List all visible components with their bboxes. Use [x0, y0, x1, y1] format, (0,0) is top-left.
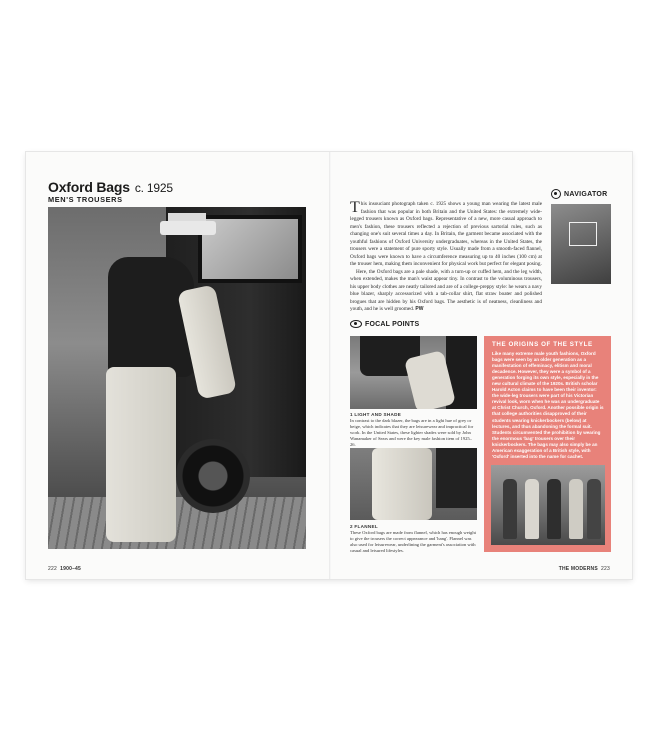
navigator-label: NAVIGATOR [564, 190, 608, 198]
navigator-icon [551, 189, 561, 199]
main-photograph [48, 207, 306, 549]
body-paragraph-2: Here, the Oxford bags are a pale shade, with a turn-up or cuffed hem, and the leg width, when extended, makes the man's waist appear tiny. In contrast to the voluminous trousers, his upper body clothes are neatly tailored and are of a college-preppy style: he wears a navy blue blazer, sharply accessorized with a tab-collar shirt, flat straw boater and polished brogues that are hidden by his Oxford bags. The aesthetic is of neatness, cleanliness and youth, and he is well groomed. [350, 268, 542, 312]
focus-box [569, 222, 597, 246]
title-date: c. 1925 [134, 181, 173, 195]
section-left: 1900–45 [60, 566, 82, 572]
body-paragraph-1: his insouciant photograph taken c. 1925 shows a young man wearing the latest male fashion that was popular in both Britain and the United States: the extremely wide-legged trousers known as Oxford bags. Representative of a new, more casual approach to men's fashion, these trousers reflected a rejection of previous sartorial rules, such as changing one's suit several times a day. In Britain, the garment became associated with the youthful fashions of Oxford University undergraduates, whereas in the United States, the trousers were a statement of pure sporty style. Usually made from a smooth-faced flannel, Oxford bags were known to have a circumference measuring up to 40 inches (100 cm) at the trouser hem, making them inconvenient for physical work but perfect for elegant posing. [350, 201, 542, 267]
focal-point-caption-1 [350, 412, 477, 449]
caption-text: In contrast to the dark blazer, the bags are in a light hue of grey or beige, which indicates that they are leisurewear and impractical for work. In the United States, these lighter shades were sold by John Wanamaker of Sears and were the key male fashion item of 1925–26. [350, 418, 474, 448]
drop-cap: T [350, 199, 360, 216]
focal-points-heading [350, 320, 419, 328]
author-initials: PW [415, 306, 424, 312]
body-text [350, 201, 542, 314]
page-subtitle: MEN'S TROUSERS [48, 195, 123, 204]
book-spread [26, 152, 632, 579]
caption-text: These Oxford bags are made from flannel, which has enough weight to give the trousers the correct appearance and 'hang'. Flannel was also used for leisurewear, underlining the garment's association with casual and leisured lifestyles. [350, 530, 476, 554]
navigator-thumbnail [551, 204, 611, 284]
caption-heading: 2 FLANNEL [350, 524, 378, 529]
focal-point-caption-2 [350, 524, 477, 554]
focal-point-photo-2 [350, 448, 477, 520]
focal-points-label: FOCAL POINTS [365, 320, 420, 328]
page-title [48, 179, 173, 195]
page-number-right: 223 [601, 566, 610, 572]
title-text: Oxford Bags [48, 179, 130, 195]
folio-left [48, 566, 81, 572]
page-number-left: 222 [48, 566, 57, 572]
origins-text: Like many extreme male youth fashions, Oxford bags were seen by an older generation as a manifestation of effeminacy, elitism and moral decadence. However, they were a symbol of a generation forging its own style, especially in the new cultural climate of the 1920s. British scholar Harold Acton claims to have been their inventor: the wide-leg trousers were part of his Victorian revival look, worn when he was an undergraduate at Christ Church, Oxford. Another possible origin is that college authorities disapproved of their students wearing knickerbockers (below) at lectures, and thus abandoning the formal suit. Students circumvented the prohibition by wearing the enormous 'bag' trousers over their knickerbockers. The bags may also simply be an American exaggeration of a British style, with 'Oxford' inserted into the name for cachet. [492, 351, 604, 459]
origins-photograph [491, 465, 605, 545]
eye-icon [350, 320, 362, 328]
navigator-heading [551, 189, 608, 199]
focal-point-photo-1 [350, 336, 477, 409]
folio-right [559, 566, 610, 572]
gutter [329, 152, 331, 579]
section-right: THE MODERNS [558, 566, 598, 572]
caption-heading: 1 LIGHT AND SHADE [350, 412, 402, 417]
origins-heading: THE ORIGINS OF THE STYLE [492, 341, 593, 348]
